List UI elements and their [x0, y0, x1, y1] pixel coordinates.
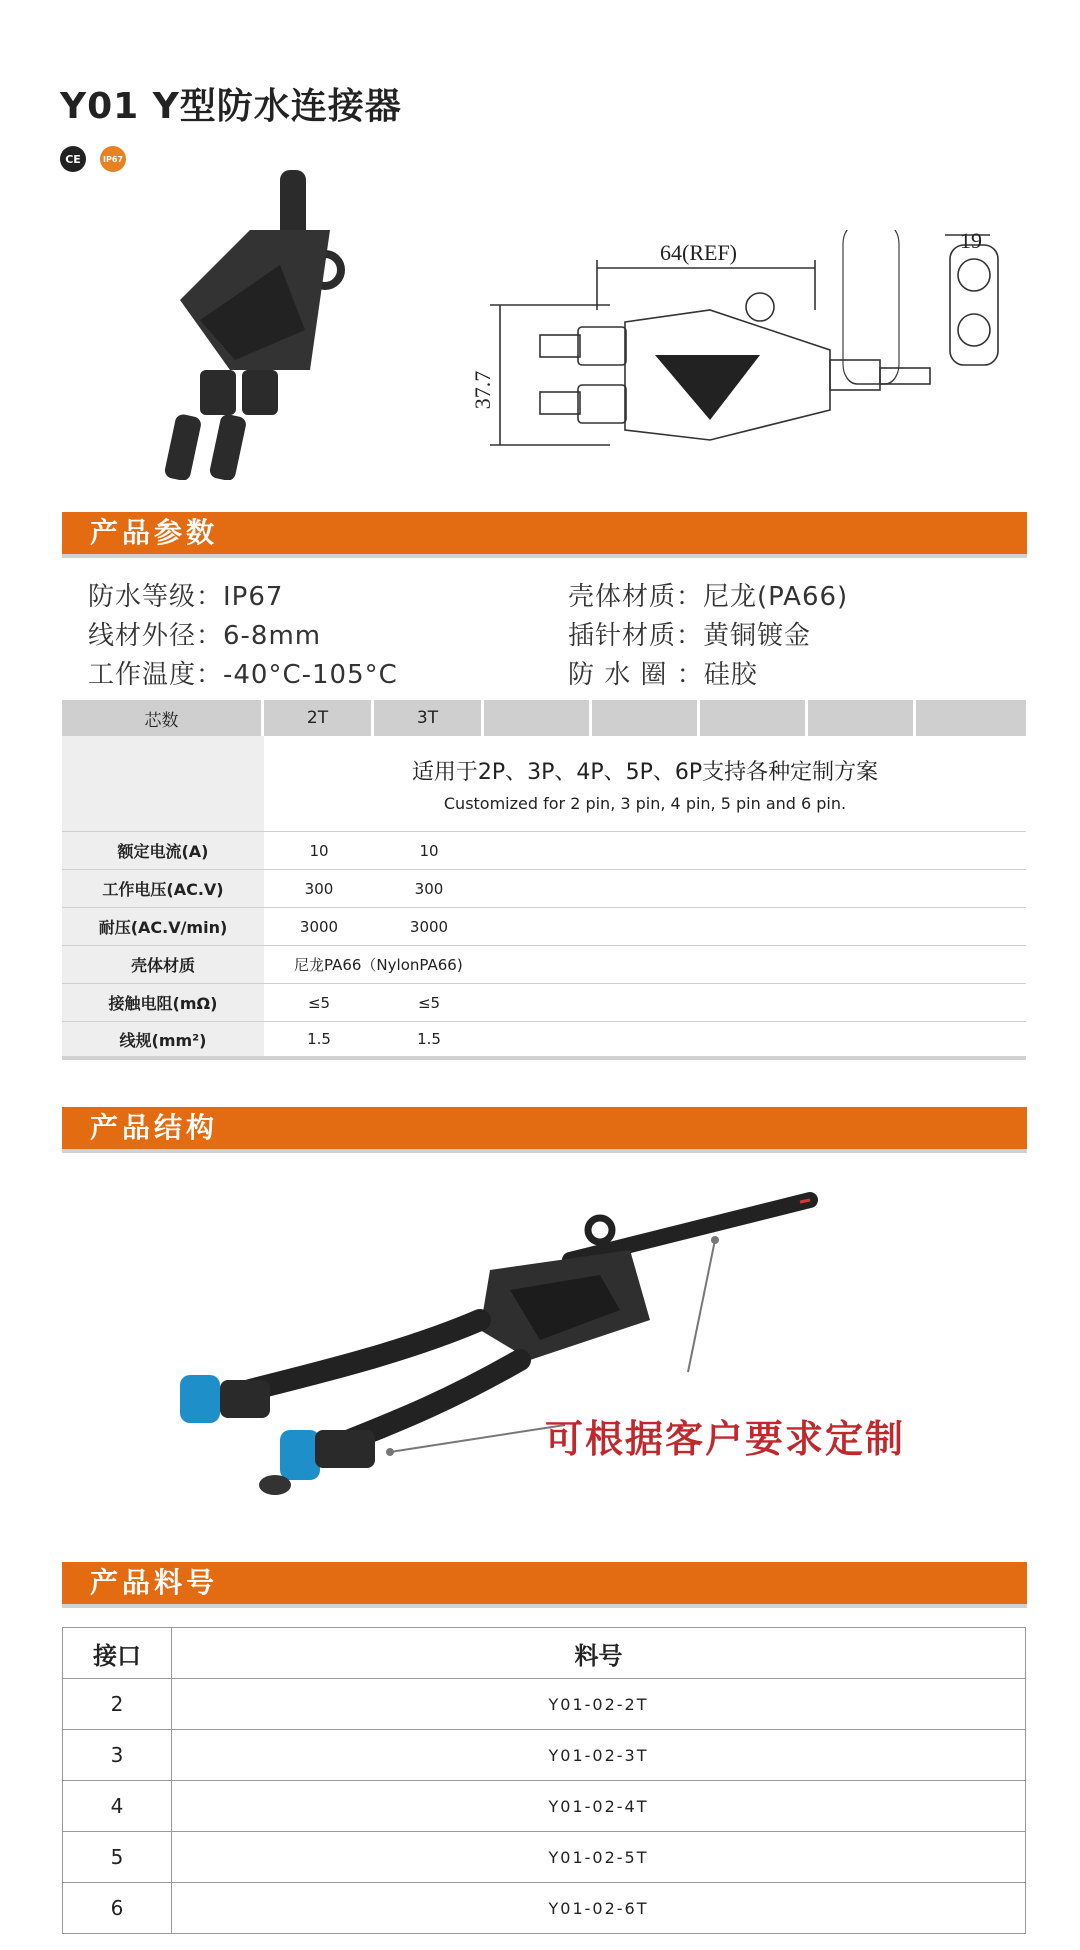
- spec-header-3t: 3T: [374, 700, 484, 736]
- spec-custom-row: [62, 736, 1026, 832]
- width-dimension-label: 64(REF): [660, 240, 737, 265]
- param-seal: 防 水 圈 ：硅胶: [568, 660, 758, 690]
- cell-part-number: Y01-02-3T: [172, 1730, 1026, 1781]
- cell-3t: 1.5: [417, 1030, 441, 1048]
- cell-2t: 3000: [299, 917, 339, 936]
- section-params-bar: 产品参数: [62, 512, 1027, 554]
- row-label: 工作电压(AC.V): [62, 870, 264, 907]
- param-housing: 壳体材质：尼龙(PA66): [568, 582, 849, 612]
- spec-header-empty: [592, 700, 700, 736]
- cell-3t: 3000: [409, 917, 449, 936]
- section-structure-bar: 产品结构: [62, 1107, 1027, 1149]
- cell-part-number: Y01-02-5T: [172, 1832, 1026, 1883]
- table-row: [62, 870, 1026, 908]
- row-label: 接触电阻(mΩ): [62, 984, 264, 1021]
- table-row: [63, 1832, 1026, 1883]
- cell-port: 3: [63, 1730, 172, 1781]
- cell-2t: 1.5: [307, 1030, 331, 1048]
- spec-header-2t: 2T: [264, 700, 374, 736]
- dimension-drawing: [460, 230, 1020, 460]
- param-cable-diameter: 线材外径：6-8mm: [88, 621, 322, 651]
- param-temperature: 工作温度：-40°C-105°C: [88, 660, 398, 690]
- cell-port: 2: [63, 1679, 172, 1730]
- table-row: [63, 1730, 1026, 1781]
- cell-3t: 300: [414, 879, 444, 898]
- height-dimension-label: 37.7: [470, 370, 495, 410]
- customization-callout: 可根据客户要求定制: [545, 1417, 906, 1461]
- structure-photo: [150, 1180, 850, 1520]
- custom-note-en: Customized for 2 pin, 3 pin, 4 pin, 5 pin and 6 pin.: [443, 793, 847, 813]
- spec-header-row: [62, 700, 1026, 736]
- ip67-badge-icon: IP67: [100, 146, 126, 172]
- spec-header-cores: 芯数: [62, 700, 264, 736]
- section-parts-bar: 产品料号: [62, 1562, 1027, 1604]
- y-connector-photo: [140, 170, 360, 480]
- table-row: [63, 1781, 1026, 1832]
- cell-3t: 10: [419, 841, 439, 860]
- cell-part-number: Y01-02-6T: [172, 1883, 1026, 1934]
- row-label: 耐压(AC.V/min): [62, 908, 264, 945]
- spec-table: [62, 700, 1026, 1060]
- table-row: [63, 1883, 1026, 1934]
- param-pin-material: 插针材质：黄铜镀金: [568, 621, 812, 651]
- part-number-table: [62, 1627, 1026, 1934]
- table-row: [62, 908, 1026, 946]
- table-row: [63, 1679, 1026, 1730]
- table-header-row: [63, 1628, 1026, 1679]
- table-row: [62, 832, 1026, 870]
- spec-custom-label: [62, 736, 264, 831]
- side-dimension-label: 19: [960, 230, 982, 253]
- cell-3t: ≤5: [417, 993, 441, 1012]
- cell-housing-material: 尼龙PA66（NylonPA66): [294, 956, 463, 974]
- param-waterproof: 防水等级：IP67: [88, 582, 284, 612]
- table-row: [62, 946, 1026, 984]
- cell-port: 5: [63, 1832, 172, 1883]
- spec-header-empty: [484, 700, 592, 736]
- cell-2t: 300: [304, 879, 334, 898]
- spec-header-empty: [700, 700, 808, 736]
- ce-mark-icon: CE: [60, 146, 86, 172]
- table-row: [62, 1022, 1026, 1060]
- cell-2t: 10: [309, 841, 329, 860]
- col-header-part-number: 料号: [172, 1628, 1026, 1679]
- cell-2t: ≤5: [307, 993, 331, 1012]
- row-label: 线规(mm²): [62, 1022, 264, 1056]
- page-title: Y01 Y型防水连接器: [60, 86, 402, 127]
- custom-note-cn: 适用于2P、3P、4P、5P、6P支持各种定制方案: [411, 759, 879, 785]
- table-row: [62, 984, 1026, 1022]
- row-label: 壳体材质: [62, 946, 264, 983]
- cell-port: 6: [63, 1883, 172, 1934]
- cell-part-number: Y01-02-4T: [172, 1781, 1026, 1832]
- col-header-port: 接口: [63, 1628, 172, 1679]
- cell-port: 4: [63, 1781, 172, 1832]
- spec-header-empty: [808, 700, 916, 736]
- row-label: 额定电流(A): [62, 832, 264, 869]
- cell-part-number: Y01-02-2T: [172, 1679, 1026, 1730]
- spec-header-empty: [916, 700, 1026, 736]
